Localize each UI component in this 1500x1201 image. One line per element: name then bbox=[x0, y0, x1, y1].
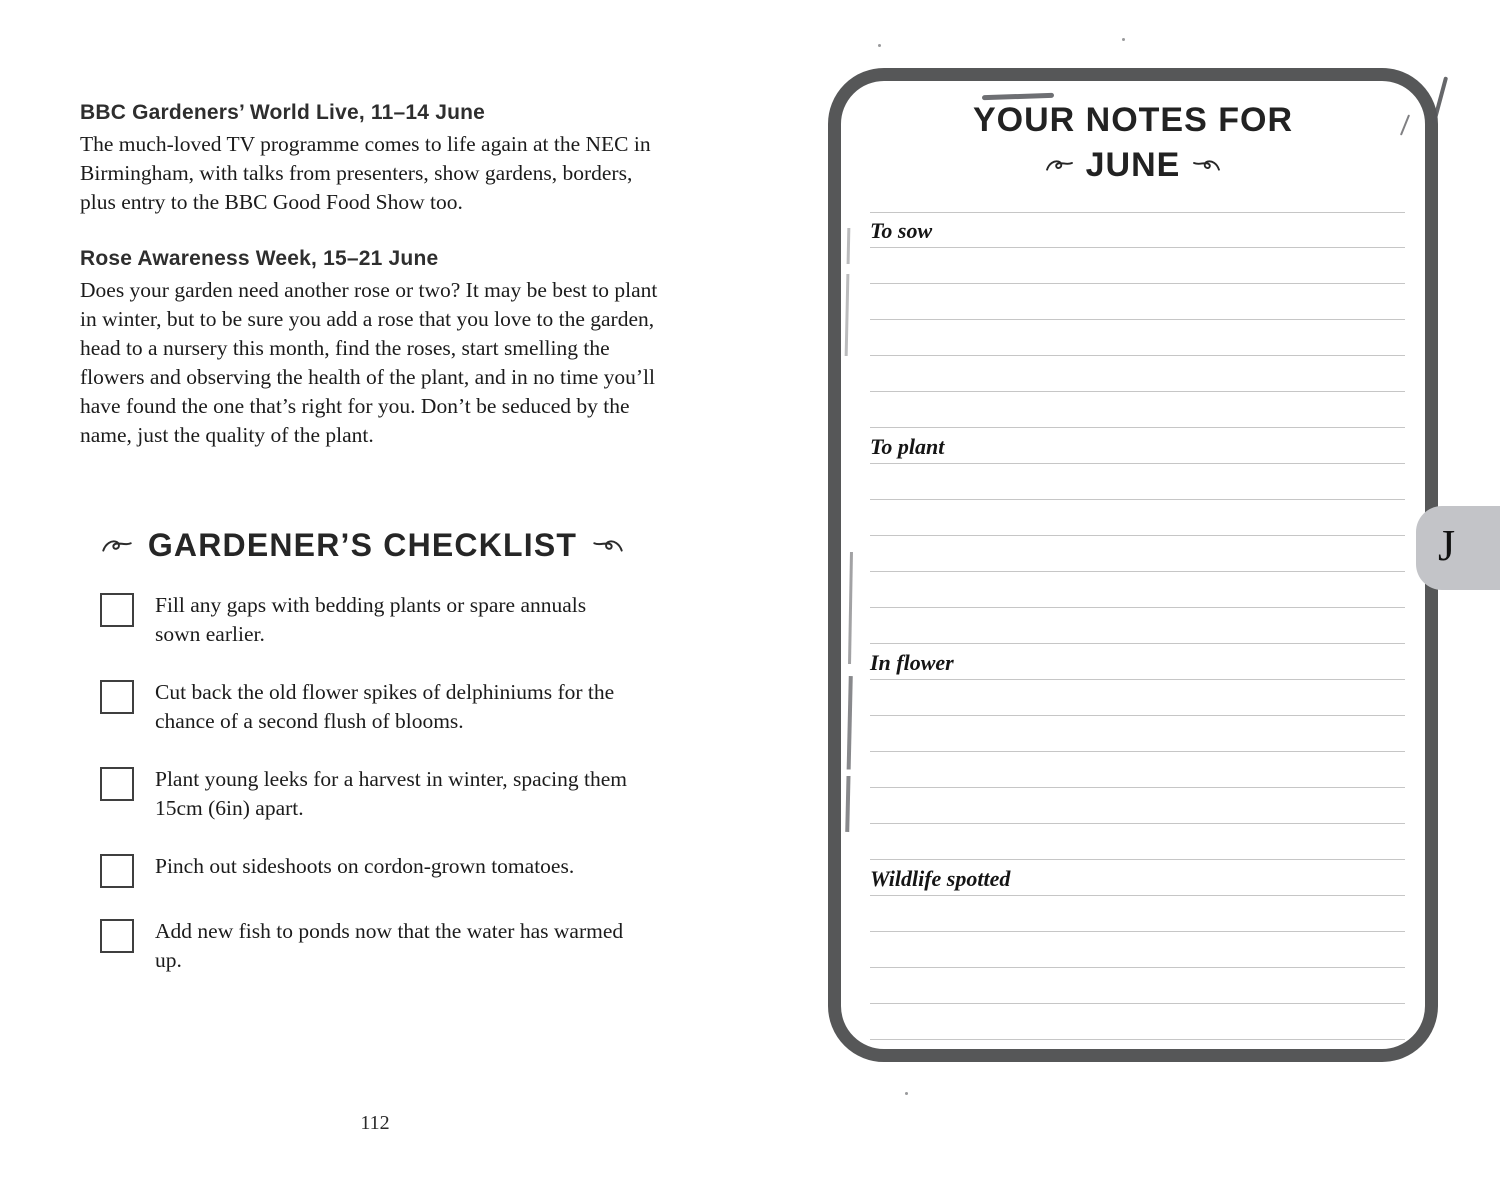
notes-area bbox=[870, 212, 1405, 1040]
checkbox[interactable] bbox=[100, 767, 134, 801]
checklist-item bbox=[100, 917, 640, 975]
checklist-item bbox=[100, 678, 640, 736]
ruled-line[interactable] bbox=[870, 1004, 1405, 1040]
flourish-left-icon bbox=[102, 538, 132, 554]
event-title: Rose Awareness Week, 15–21 June bbox=[80, 247, 439, 270]
ink-speck bbox=[1122, 38, 1125, 41]
flourish-right-icon bbox=[593, 538, 623, 554]
section-label: In flower bbox=[870, 644, 1405, 680]
page-number: 112 bbox=[360, 1112, 390, 1134]
notes-section-wildlife-spotted bbox=[870, 860, 1405, 1040]
ruled-line[interactable] bbox=[870, 824, 1405, 860]
ruled-line[interactable] bbox=[870, 752, 1405, 788]
notes-section-in-flower bbox=[870, 644, 1405, 860]
ruled-line[interactable] bbox=[870, 284, 1405, 320]
notes-title: YOUR NOTES FOR bbox=[972, 101, 1294, 139]
checklist-title-row bbox=[80, 527, 645, 564]
event-entry-rose-week bbox=[80, 247, 668, 450]
ruled-line[interactable] bbox=[870, 392, 1405, 428]
ruled-line[interactable] bbox=[870, 896, 1405, 932]
notes-section-to-sow bbox=[870, 212, 1405, 428]
notes-header bbox=[841, 101, 1425, 185]
ruled-line[interactable] bbox=[870, 788, 1405, 824]
checklist-item-text: Add new fish to ponds now that the water has warmed up. bbox=[155, 919, 624, 972]
ruled-line[interactable] bbox=[870, 248, 1405, 284]
checklist-item bbox=[100, 591, 640, 649]
section-label: To plant bbox=[870, 428, 1405, 464]
ruled-line[interactable] bbox=[870, 356, 1405, 392]
event-entry-gardeners-world bbox=[80, 101, 668, 217]
checklist-item-text: Plant young leeks for a harvest in winter, spacing them 15cm (6in) apart. bbox=[155, 767, 628, 820]
ink-speck bbox=[905, 1092, 908, 1095]
ruled-line[interactable] bbox=[870, 464, 1405, 500]
checklist-item-text: Fill any gaps with bedding plants or spare annuals sown earlier. bbox=[155, 593, 587, 646]
event-body: The much-loved TV programme comes to life again at the NEC in Birmingham, with talks from presenters, show gardens, borders, plus entry to the BBC Good Food Show too. bbox=[80, 132, 651, 214]
checklist-item bbox=[100, 765, 640, 823]
checkbox[interactable] bbox=[100, 854, 134, 888]
month-tab-june[interactable] bbox=[1416, 506, 1500, 590]
notebook-frame bbox=[828, 68, 1438, 1062]
gardeners-checklist bbox=[100, 591, 640, 1004]
ruled-line[interactable] bbox=[870, 968, 1405, 1004]
checklist-title: GARDENER’S CHECKLIST bbox=[147, 527, 578, 563]
ruled-line[interactable] bbox=[870, 536, 1405, 572]
ruled-line[interactable] bbox=[870, 608, 1405, 644]
ruled-line[interactable] bbox=[870, 500, 1405, 536]
ruled-line[interactable] bbox=[870, 932, 1405, 968]
flourish-right-icon bbox=[1193, 158, 1220, 173]
pen-stroke bbox=[1432, 76, 1448, 123]
checklist-item bbox=[100, 852, 640, 888]
checkbox[interactable] bbox=[100, 593, 134, 627]
notes-month: JUNE bbox=[1085, 146, 1181, 184]
checkbox[interactable] bbox=[100, 680, 134, 714]
checkbox[interactable] bbox=[100, 919, 134, 953]
notes-section-to-plant bbox=[870, 428, 1405, 644]
ink-speck bbox=[878, 44, 881, 47]
ruled-line[interactable] bbox=[870, 572, 1405, 608]
section-label: To sow bbox=[870, 212, 1405, 248]
event-title: BBC Gardeners’ World Live, 11–14 June bbox=[80, 101, 486, 124]
checklist-item-text: Pinch out sideshoots on cordon-grown tomatoes. bbox=[155, 854, 575, 878]
ruled-line[interactable] bbox=[870, 680, 1405, 716]
ruled-line[interactable] bbox=[870, 716, 1405, 752]
flourish-left-icon bbox=[1046, 158, 1073, 173]
section-label: Wildlife spotted bbox=[870, 860, 1405, 896]
month-tab-letter: J bbox=[1438, 520, 1456, 570]
ruled-line[interactable] bbox=[870, 320, 1405, 356]
event-body: Does your garden need another rose or two? It may be best to plant in winter, but to be sure you add a rose that you love to the garden, head to a nursery this month, find the roses, start smelling the flowers and observing the health of the plant, and in no time you’ll have found the one that’s right for you. Don’t be seduced by the name, just the quality of the plant. bbox=[80, 278, 658, 447]
checklist-item-text: Cut back the old flower spikes of delphiniums for the chance of a second flush of blooms. bbox=[155, 680, 615, 733]
